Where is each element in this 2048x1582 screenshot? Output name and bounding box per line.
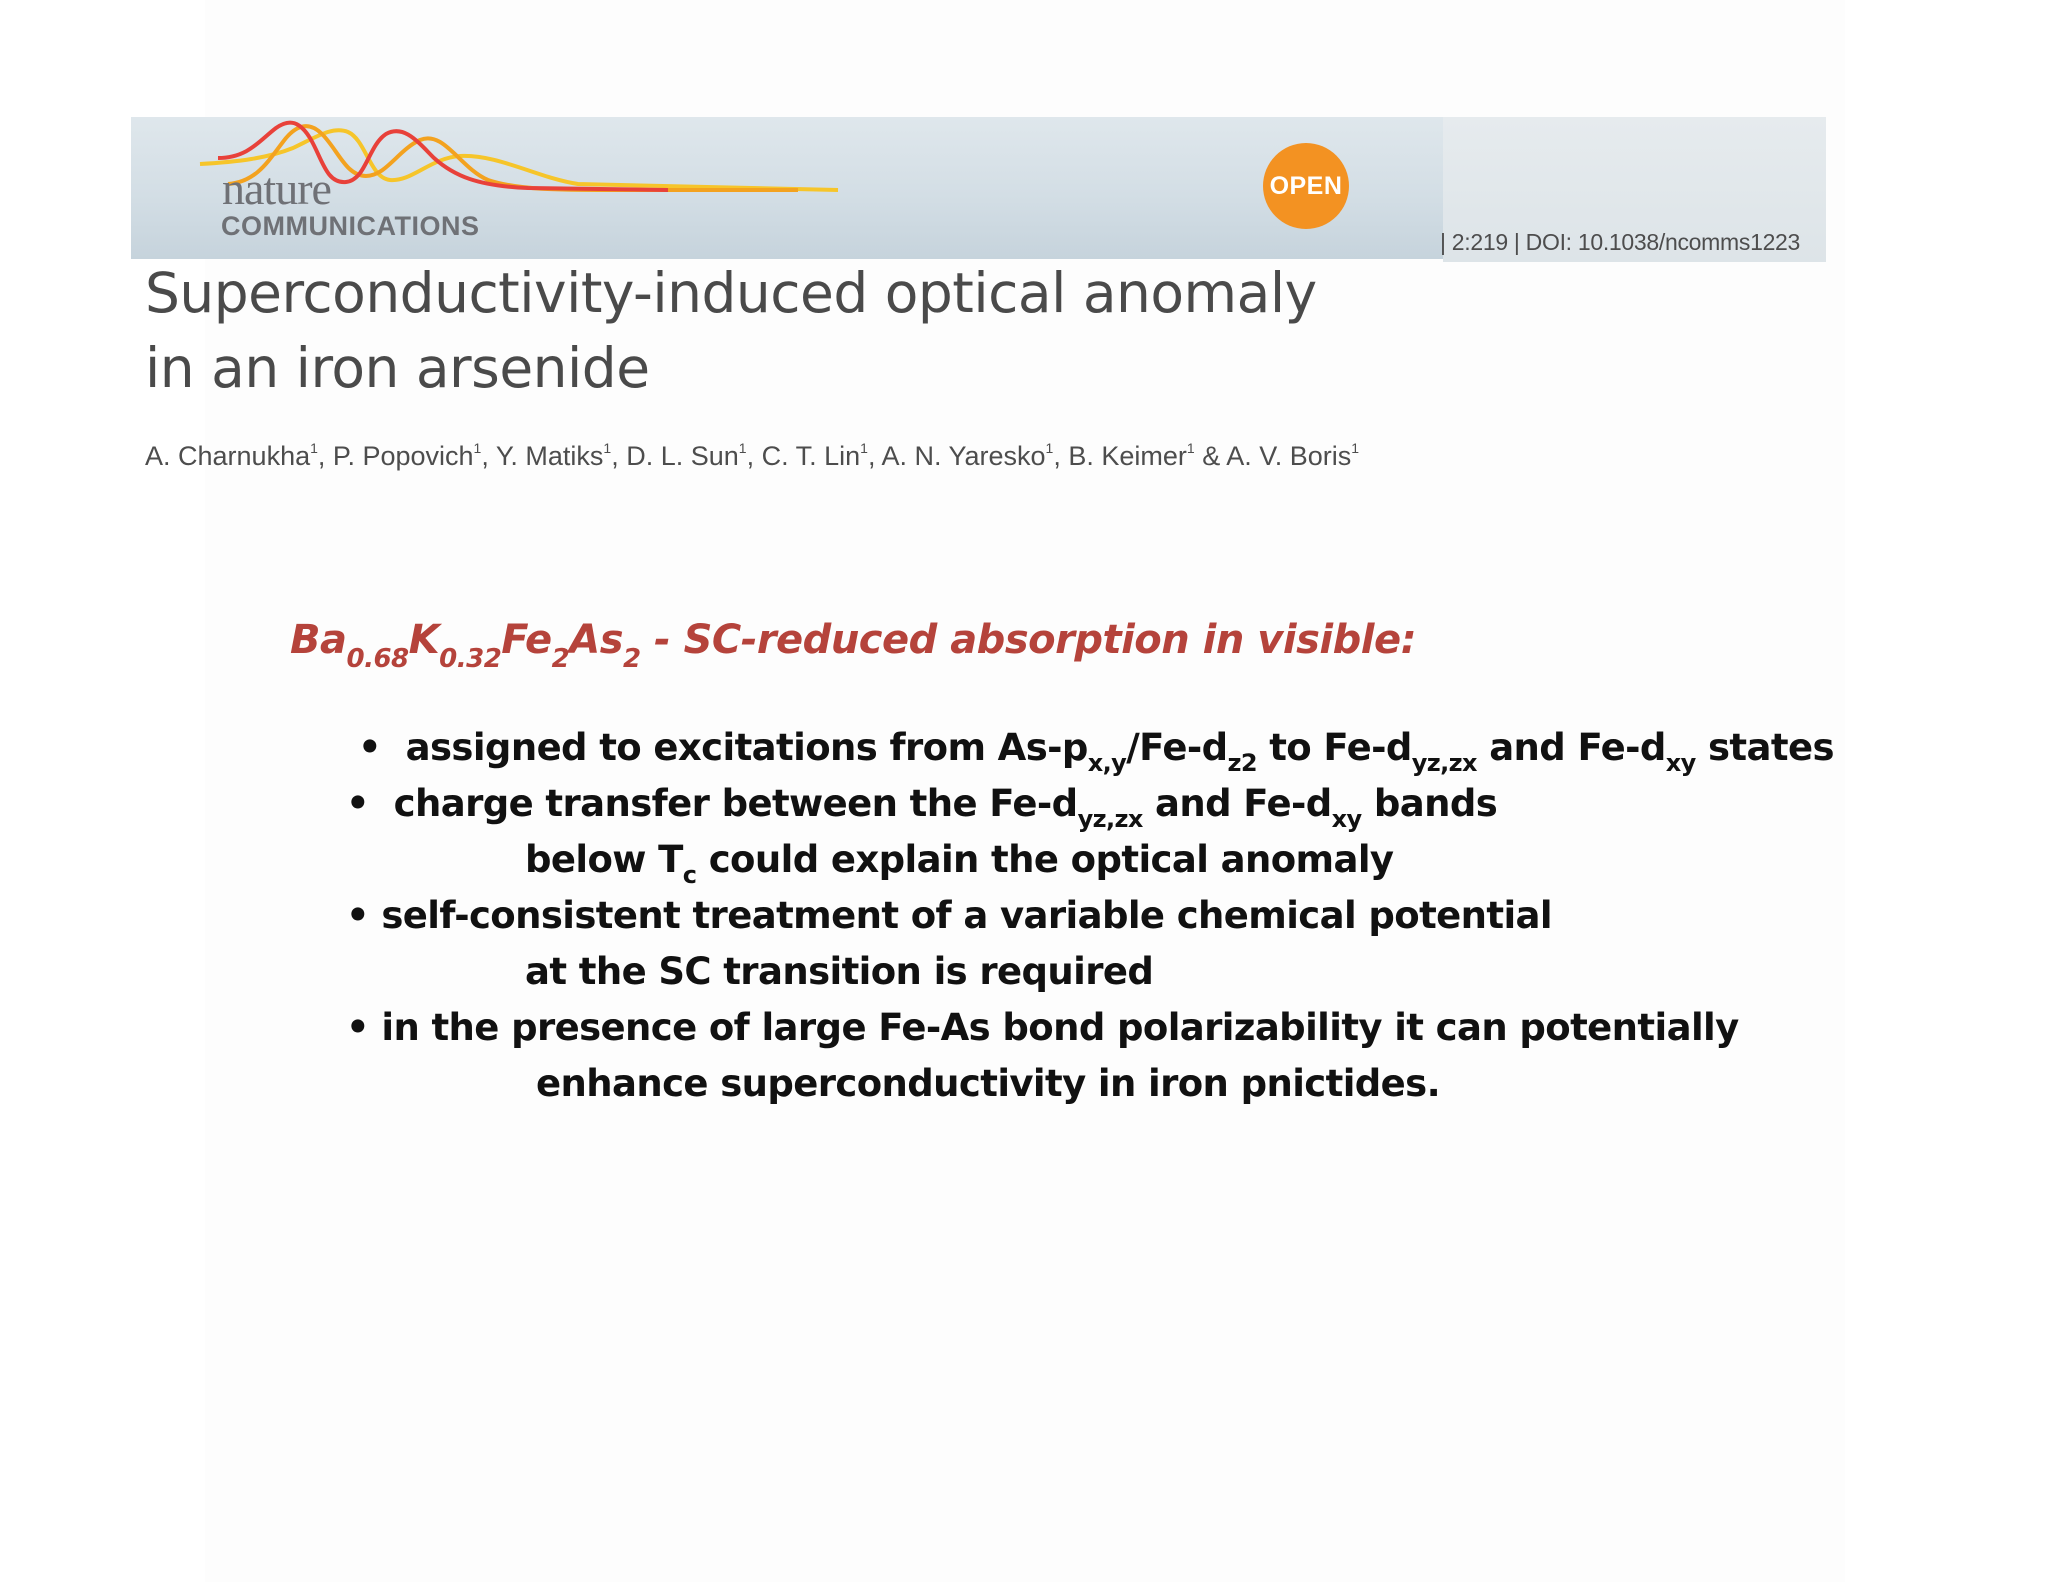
- logo-communications-text: COMMUNICATIONS: [221, 211, 480, 241]
- author: [496, 441, 626, 471]
- bullet-1-text: /Fe-d: [1126, 726, 1228, 769]
- author-affiliation: 1: [1186, 440, 1195, 456]
- author-name: Y. Matiks: [495, 441, 604, 471]
- paper-title: [145, 256, 1445, 406]
- author-list: [145, 440, 1359, 472]
- bullet-dot: •: [358, 726, 382, 769]
- bullet-dot: •: [346, 782, 370, 825]
- author-affiliation: 1: [860, 440, 868, 456]
- heading-as-subscript: 2: [623, 644, 641, 674]
- bullet-2-subscript: yz,zx: [1077, 805, 1143, 833]
- bullet-2-text: charge transfer between the Fe-d: [393, 782, 1078, 825]
- bullet-2-cont-text: could explain the optical anomaly: [696, 838, 1394, 881]
- bullet-1-text: to Fe-d: [1256, 726, 1412, 769]
- author-name: P. Popovich: [332, 441, 474, 471]
- bullet-2-continuation: [525, 838, 1393, 889]
- author-affiliation: 1: [738, 440, 747, 456]
- bullet-4: [346, 1006, 1739, 1049]
- author-separator: &: [1194, 441, 1227, 471]
- citation-doi: | 2:219 | DOI: 10.1038/ncomms1223: [1440, 229, 1801, 255]
- author-affiliation: 1: [1045, 440, 1054, 456]
- heading-ba: Ba: [290, 617, 347, 663]
- bullet-dot: •: [346, 1006, 370, 1049]
- heading-k-subscript: 0.32: [439, 644, 502, 674]
- bullet-2-text: bands: [1361, 782, 1498, 825]
- bullet-3: [346, 894, 1552, 937]
- bullet-2-text: and Fe-d: [1142, 782, 1332, 825]
- author-separator: ,: [317, 441, 333, 471]
- author: [762, 441, 882, 471]
- author: [626, 441, 761, 471]
- bullet-1-subscript: x,y: [1087, 749, 1127, 777]
- author: [1226, 441, 1359, 471]
- heading-k: K: [408, 617, 440, 663]
- bullet-1: [358, 726, 1834, 777]
- bullet-3-text: self-consistent treatment of a variable chemical potential: [381, 894, 1553, 937]
- open-badge-label: OPEN: [1269, 171, 1343, 200]
- author: [1068, 441, 1226, 471]
- author-affiliation: 1: [473, 440, 482, 456]
- heading-as: As: [569, 617, 624, 663]
- heading-text: - SC-reduced absorption in visible:: [640, 617, 1417, 663]
- author-name: C. T. Lin: [761, 441, 861, 471]
- slide-heading: [290, 617, 1416, 674]
- heading-ba-subscript: 0.68: [346, 644, 409, 674]
- author: [333, 441, 496, 471]
- bullet-2-cont-subscript: c: [682, 861, 697, 889]
- bullet-1-text: assigned to excitations from As-p: [405, 726, 1088, 769]
- bullet-2-cont-text: below T: [525, 838, 683, 881]
- author: [145, 441, 333, 471]
- heading-fe-subscript: 2: [551, 644, 570, 674]
- bullet-4-text: in the presence of large Fe-As bond polarizability it can potentially: [381, 1006, 1739, 1049]
- paper-title-line-2: in an iron arsenide: [145, 336, 650, 400]
- heading-fe: Fe: [501, 617, 552, 663]
- logo-nature-text: nature: [222, 163, 331, 214]
- author-separator: ,: [867, 441, 882, 471]
- bullet-1-text: states: [1695, 726, 1834, 769]
- author-affiliation: 1: [1351, 440, 1360, 456]
- author-name: A. N. Yaresko: [881, 441, 1046, 471]
- bullet-2-subscript: xy: [1331, 805, 1362, 833]
- author-separator: ,: [611, 441, 627, 471]
- bullet-1-subscript: z2: [1227, 749, 1257, 777]
- bullet-1-subscript: yz,zx: [1411, 749, 1477, 777]
- author-separator: ,: [1053, 441, 1069, 471]
- bullet-4-continuation: enhance superconductivity in iron pnictides.: [536, 1062, 1441, 1105]
- bullet-dot: •: [346, 894, 370, 937]
- bullet-2: [346, 782, 1497, 833]
- author-name: A. V. Boris: [1226, 441, 1352, 471]
- paper-title-line-1: Superconductivity-induced optical anomaly: [145, 261, 1317, 325]
- author-name: B. Keimer: [1068, 441, 1187, 471]
- author-name: D. L. Sun: [626, 441, 739, 471]
- author-name: A. Charnukha: [145, 441, 311, 471]
- bullet-1-subscript: xy: [1665, 749, 1696, 777]
- author-separator: ,: [746, 441, 762, 471]
- author-affiliation: 1: [310, 440, 318, 456]
- author: [881, 441, 1068, 471]
- open-access-badge: [1263, 143, 1349, 229]
- bullet-1-text: and Fe-d: [1476, 726, 1666, 769]
- bullet-3-continuation: at the SC transition is required: [525, 950, 1154, 993]
- author-affiliation: 1: [603, 440, 612, 456]
- author-separator: ,: [481, 441, 496, 471]
